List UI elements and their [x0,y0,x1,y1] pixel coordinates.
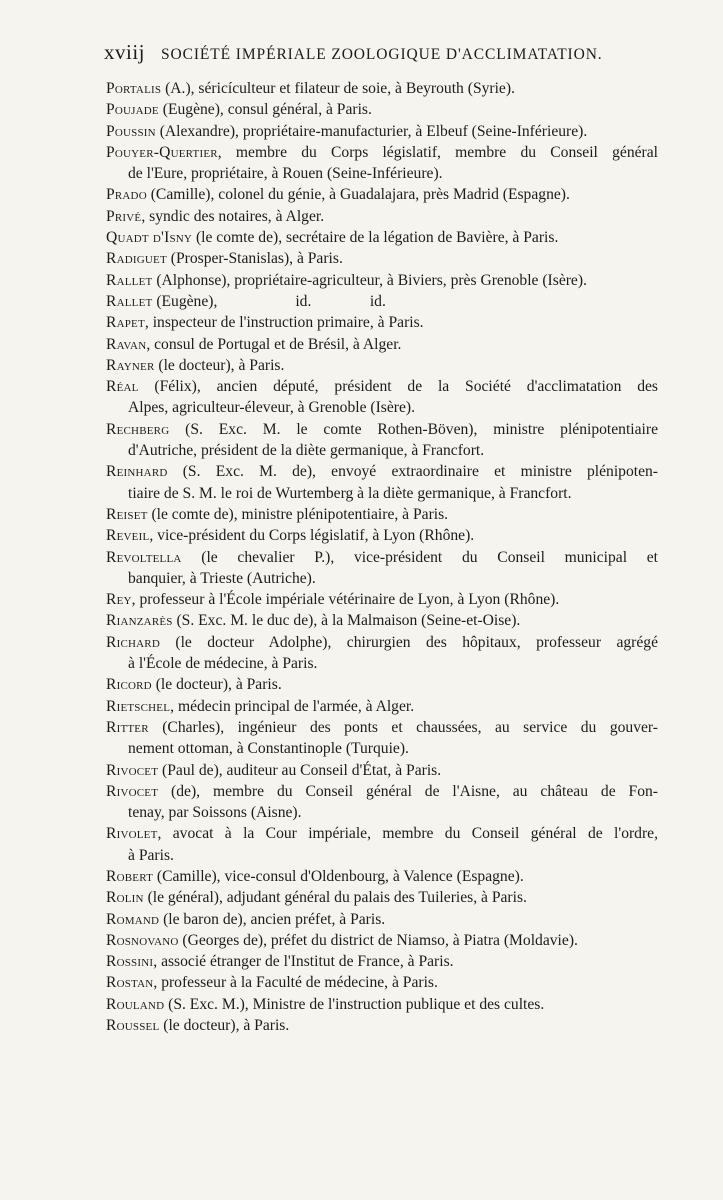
entry-text: (Alexandre), propriétaire-manufacturier, à Elbeuf (Seine-Inférieure). [155,122,588,140]
entry-first-line [106,887,658,908]
member-name: Rostan [106,974,154,992]
entry-first-line [106,589,658,610]
entry-first-line [106,760,658,781]
entry-continuation-line [106,440,658,461]
member-name: Privé [106,207,142,225]
list-item [106,887,658,908]
entry-text: (Félix), ancien député, président de la Société d'acclimatation des [138,378,658,396]
entry-text: (le docteur), à Paris. [151,676,282,694]
entry-text: tenay, par Soissons (Aisne). [128,804,302,822]
entry-continuation-line [106,397,658,418]
list-item [106,781,658,824]
list-item [106,184,658,205]
entry-first-line [106,78,658,99]
member-name: Rey [106,591,132,609]
entry-continuation-line [106,483,658,504]
member-name: Radiguet [106,250,167,268]
member-name: Poussin [106,122,156,140]
entry-first-line [106,227,658,248]
page-header [104,40,664,72]
entry-continuation-line [106,845,658,866]
entry-first-line [106,781,658,802]
member-name: Portalis [106,80,162,97]
member-name: Rallet [106,271,153,289]
entry-text: (le comte de), secrétaire de la légation de Bavière, à Paris. [192,229,559,247]
member-name: Reveil [106,527,150,545]
entry-text: banquier, à Trieste (Autriche). [128,569,316,587]
entry-text: (le docteur), à Paris. [159,1017,290,1035]
list-item [106,610,658,631]
entry-text: (le comte de), ministre plénipotentiaire, à Paris. [147,505,449,523]
entry-first-line [106,610,658,631]
member-name: Richard [106,633,160,651]
entry-first-line [106,206,658,227]
list-item [106,696,658,717]
page-number: xviij [104,40,146,64]
entry-text: (le général), adjudant général du palais des Tuileries, à Paris. [143,889,527,907]
member-name: Romand [106,910,160,928]
list-item [106,461,658,504]
list-item [106,717,658,760]
list-item [106,547,658,590]
entry-text: (le chevalier P.), vice-président du Conseil municipal et [181,548,658,566]
entry-text: , associé étranger de l'Institut de France, à Paris. [153,953,454,971]
member-name: Ricord [106,676,152,694]
entry-first-line [106,142,658,163]
member-name: Réal [106,378,139,396]
entry-continuation-line [106,568,658,589]
entry-text: (S. Exc. M. de), envoyé extraordinaire et ministre plénipoten- [167,463,658,481]
list-item [106,1015,658,1036]
entry-first-line [106,951,658,972]
entry-first-line [106,632,658,653]
entry-first-line [106,312,658,333]
member-name: Rouland [106,995,165,1013]
entry-first-line [106,696,658,717]
entry-text: , professeur à la Faculté de médecine, à Paris. [153,974,438,992]
entry-text: d'Autriche, président de la diète germanique, à Francfort. [128,442,485,460]
entry-text: , avocat à la Cour impériale, membre du Conseil général de l'ordre, [157,825,658,843]
entry-first-line [106,461,658,482]
list-item [106,99,658,120]
list-item [106,525,658,546]
entry-text: , professeur à l'École impériale vétérinaire de Lyon, à Lyon (Rhône). [131,591,560,609]
entry-text: (Camille), vice-consul d'Oldenbourg, à Valence (Espagne). [153,867,524,885]
member-name: Rayner [106,356,155,374]
entry-text: , médecin principal de l'armée, à Alger. [170,697,415,715]
entry-first-line [106,866,658,887]
member-name: Rolin [106,889,144,907]
entry-first-line [106,547,658,568]
list-item [106,674,658,695]
member-name: Rietschel [106,697,171,715]
entry-text: tiaire de S. M. le roi de Wurtemberg à la diète germanique, à Francfort. [128,484,572,502]
entry-first-line [106,674,658,695]
entry-text: , syndic des notaires, à Alger. [141,207,325,225]
list-item [106,248,658,269]
entry-first-line [106,909,658,930]
list-item [106,909,658,930]
entry-continuation-line [106,653,658,674]
member-name: Ravan [106,335,147,353]
entry-first-line [106,419,658,440]
list-item [106,823,658,866]
entry-text: (Alphonse), propriétaire-agriculteur, à Biviers, près Grenoble (Isère). [152,271,587,289]
list-item [106,589,658,610]
entry-first-line [106,717,658,738]
member-name: Quadt d'Isny [106,229,193,247]
entry-first-line [106,930,658,951]
entry-text: (S. Exc. M. le duc de), à la Malmaison (Seine-et-Oise). [172,612,521,630]
member-name: Reiset [106,505,148,523]
entry-text: , membre du Corps législatif, membre du Conseil général [217,143,658,161]
entry-text: à l'École de médecine, à Paris. [128,655,318,673]
list-item [106,312,658,333]
entry-text: Alpes, agriculteur-éleveur, à Grenoble (Isère). [128,399,415,417]
member-name: Revoltella [106,548,182,566]
member-name: Poujade [106,101,159,119]
entry-first-line [106,504,658,525]
entry-first-line [106,99,658,120]
entry-text: , consul de Portugal et de Brésil, à Alger. [146,335,402,353]
list-item [106,206,658,227]
entry-first-line [106,355,658,376]
entry-first-line [106,248,658,269]
list-item [106,632,658,675]
list-item [106,419,658,462]
member-name: Rapet [106,314,145,332]
member-name: Rallet [106,292,153,310]
list-item [106,951,658,972]
entry-text: (Prosper-Stanislas), à Paris. [166,250,343,268]
entry-first-line [106,994,658,1015]
entry-continuation-line [106,163,658,184]
list-item [106,142,658,185]
member-name: Rivocet [106,761,159,779]
list-item [106,994,658,1015]
member-name: Rivocet [106,782,159,800]
entry-text: (Paul de), auditeur au Conseil d'État, à Paris. [158,761,442,779]
list-item [106,334,658,355]
entry-text: (S. Exc. M. le comte Rothen-Böven), ministre plénipotentiaire [169,420,658,438]
member-name: Rossini [106,953,154,971]
entry-text: , inspecteur de l'instruction primaire, à Paris. [144,314,424,332]
entry-text: (le docteur), à Paris. [154,356,285,374]
entry-first-line [106,121,658,142]
member-name: Prado [106,186,147,204]
entry-continuation-line [106,738,658,759]
entry-text: (S. Exc. M.), Ministre de l'instruction publique et des cultes. [164,995,545,1013]
entry-text: nement ottoman, à Constantinople (Turquie). [128,740,409,758]
entry-first-line [106,1015,658,1036]
list-item [106,930,658,951]
list-item [106,355,658,376]
entry-first-line [106,972,658,993]
list-item [106,291,658,312]
list-item [106,760,658,781]
list-item [106,504,658,525]
entry-text: (A.), séricículteur et filateur de soie, à Beyrouth (Syrie). [161,80,515,97]
member-name: Ritter [106,718,149,736]
entry-first-line [106,184,658,205]
list-item [106,270,658,291]
entry-first-line [106,291,658,312]
entry-first-line [106,525,658,546]
member-name: Rosnovano [106,931,179,949]
list-item [106,376,658,419]
member-name: Rivolet [106,825,158,843]
running-title: SOCIÉTÉ IMPÉRIALE ZOOLOGIQUE D'ACCLIMATATION. [161,46,603,63]
entry-text: (Camille), colonel du génie, à Guadalajara, près Madrid (Espagne). [146,186,570,204]
list-item [106,121,658,142]
member-name: Roussel [106,1017,160,1035]
list-item [106,227,658,248]
member-name: Robert [106,867,153,885]
entry-first-line [106,334,658,355]
member-list [106,78,658,1036]
entry-text: (Charles), ingénieur des ponts et chaussées, au service du gouver- [148,718,658,736]
entry-text: (Eugène), id. id. [152,292,386,310]
entry-continuation-line [106,802,658,823]
member-name: Pouyer-Quertier [106,143,218,161]
entry-text: (Georges de), préfet du district de Niamso, à Piatra (Moldavie). [178,931,578,949]
list-item [106,78,658,99]
entry-text: à Paris. [128,846,174,864]
entry-text: de l'Eure, propriétaire, à Rouen (Seine-Inférieure). [128,165,443,183]
member-name: Rianzarès [106,612,173,630]
entry-first-line [106,270,658,291]
entry-text: (Eugène), consul général, à Paris. [158,101,372,119]
member-name: Reinhard [106,463,168,481]
list-item [106,972,658,993]
entry-first-line [106,823,658,844]
entry-text: , vice-président du Corps législatif, à Lyon (Rhône). [149,527,475,545]
list-item [106,866,658,887]
entry-text: (le docteur Adolphe), chirurgien des hôpitaux, professeur agrégé [159,633,658,651]
entry-first-line [106,376,658,397]
entry-text: (de), membre du Conseil général de l'Aisne, au château de Fon- [158,782,658,800]
entry-text: (le baron de), ancien préfet, à Paris. [159,910,386,928]
member-name: Rechberg [106,420,170,438]
